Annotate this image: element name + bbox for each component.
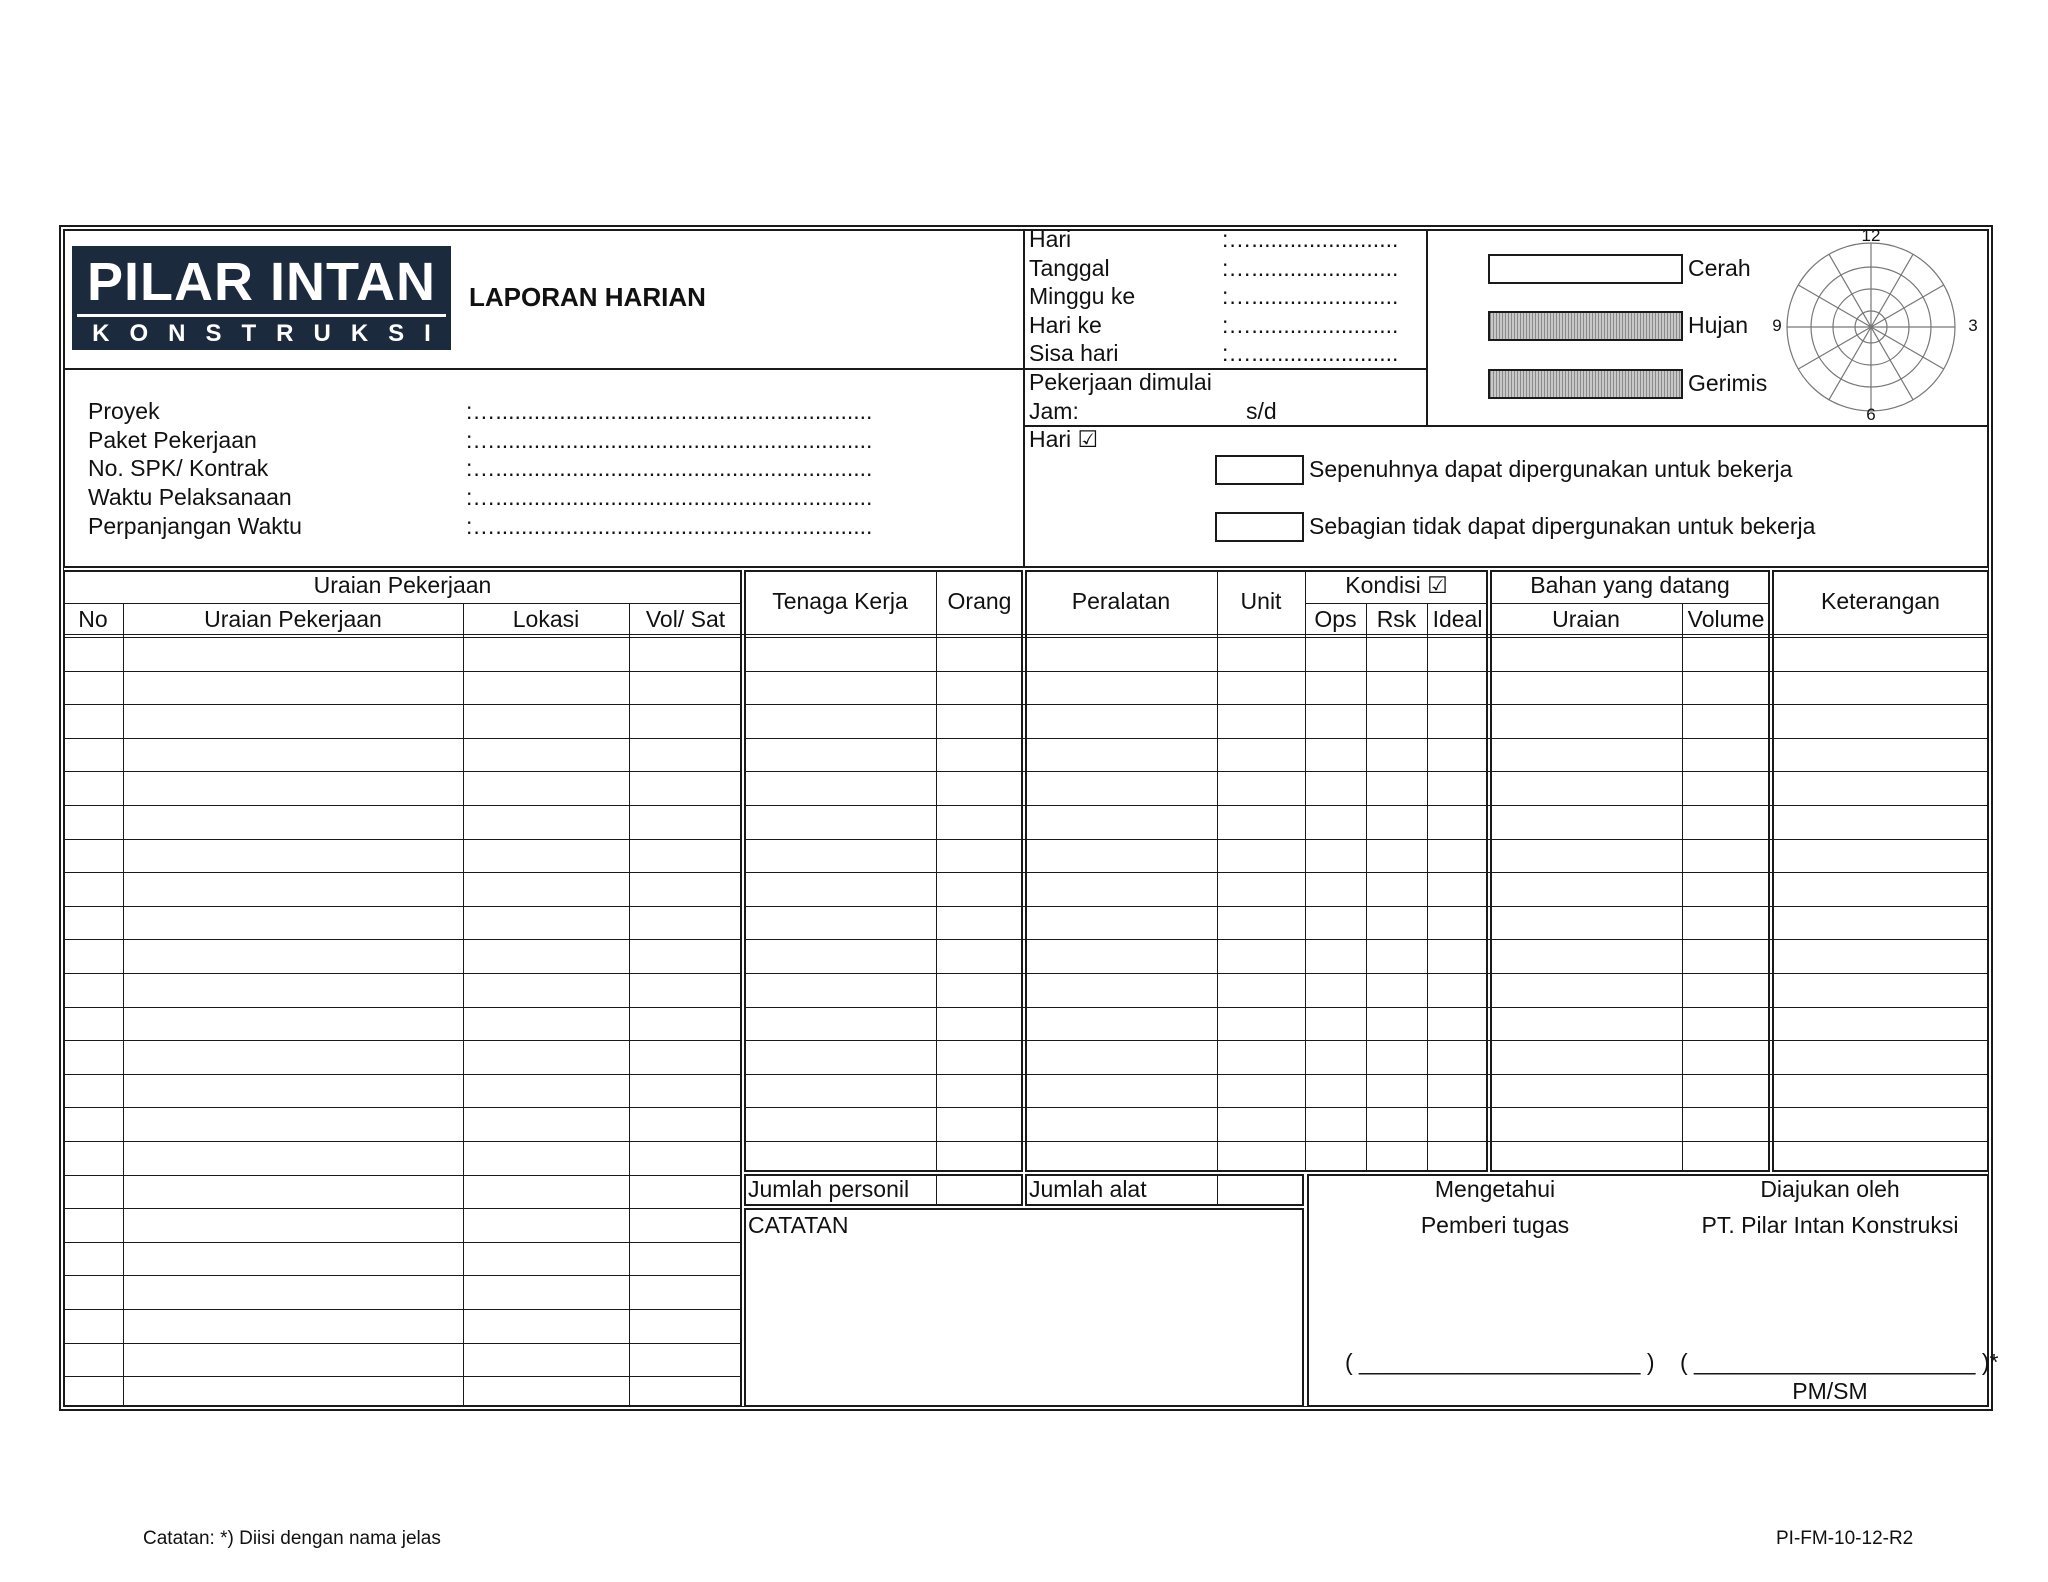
logo-main-text: PILAR INTAN — [87, 252, 436, 312]
table-row-line — [63, 872, 742, 873]
notes-label: CATATAN — [748, 1212, 849, 1238]
acknowledged-signature-line[interactable]: ( ______________________ ) — [1345, 1349, 1655, 1375]
table-row-line — [63, 1141, 742, 1142]
table-row-line — [63, 1242, 742, 1243]
table-column-line — [936, 570, 937, 1172]
clock-label-6: 6 — [1866, 405, 1876, 424]
table-row-line — [63, 1175, 742, 1176]
materials-table — [1490, 570, 1770, 1172]
table-row-line — [63, 1107, 742, 1108]
bahan-header-divider — [1490, 603, 1770, 604]
weather-sunny-label: Cerah — [1688, 255, 1751, 281]
day-value[interactable]: :…....................... — [1222, 226, 1399, 252]
labor-table — [744, 570, 1023, 1172]
table-row-line — [63, 805, 742, 806]
table-row-line — [63, 839, 742, 840]
remaining-days-label: Sisa hari — [1029, 340, 1119, 366]
clock-label-12: 12 — [1861, 226, 1881, 245]
weather-rain-box[interactable] — [1488, 311, 1683, 341]
table-row-line — [63, 1208, 742, 1209]
col-ideal-header: Ideal — [1432, 606, 1483, 632]
col-kondisi-header: Kondisi ☑ — [1345, 572, 1448, 598]
col-lokasi-header: Lokasi — [512, 606, 580, 632]
weather-drizzle-box[interactable] — [1488, 369, 1683, 399]
total-equipment-label: Jumlah alat — [1029, 1176, 1147, 1202]
col-volume-header: Volume — [1687, 606, 1765, 632]
col-vol-header: Vol/ Sat — [645, 606, 726, 632]
table-row-line — [63, 634, 1989, 635]
page-title: LAPORAN HARIAN — [469, 282, 706, 312]
work-header-divider — [63, 603, 742, 604]
remarks-table — [1772, 570, 1989, 1172]
extension-time-value[interactable]: :…........................................................... — [466, 513, 873, 539]
execution-time-label: Waktu Pelaksanaan — [88, 484, 292, 510]
work-start-label: Pekerjaan dimulai — [1029, 369, 1212, 395]
col-rsk-header: Rsk — [1376, 606, 1417, 632]
work-package-label: Paket Pekerjaan — [88, 427, 257, 453]
logo-sub-text: KONSTRUKSI — [92, 320, 451, 347]
work-package-value[interactable]: :…........................................................... — [466, 427, 873, 453]
equipment-table — [1025, 570, 1488, 1172]
table-row-line — [63, 939, 742, 940]
company-logo — [72, 246, 451, 350]
work-group-header: Uraian Pekerjaan — [313, 572, 492, 598]
table-row-line — [63, 671, 742, 672]
day-usage-label: Hari ☑ — [1029, 426, 1099, 452]
date-value[interactable]: :…....................... — [1222, 255, 1399, 281]
submitted-role: PT. Pilar Intan Konstruksi — [1701, 1212, 1959, 1238]
project-value[interactable]: :…........................................................... — [466, 398, 873, 424]
table-column-line — [1682, 603, 1683, 1172]
col-no-header: No — [78, 606, 108, 632]
full-day-checkbox[interactable] — [1215, 455, 1304, 485]
table-row-line — [63, 1343, 742, 1344]
table-row-line — [63, 1275, 742, 1276]
table-row-line — [63, 1074, 742, 1075]
week-value[interactable]: :…....................... — [1222, 283, 1399, 309]
col-tenaga-header: Tenaga Kerja — [772, 588, 908, 614]
project-label: Proyek — [88, 398, 160, 424]
acknowledged-role: Pemberi tugas — [1420, 1212, 1570, 1238]
extension-time-label: Perpanjangan Waktu — [88, 513, 302, 539]
table-column-line — [463, 603, 464, 1407]
table-row-line — [63, 1007, 742, 1008]
col-ops-header: Ops — [1314, 606, 1357, 632]
remaining-days-value[interactable]: :…....................... — [1222, 340, 1399, 366]
day-number-value[interactable]: :…....................... — [1222, 312, 1399, 338]
clock-label-3: 3 — [1968, 316, 1978, 335]
day-label: Hari — [1029, 226, 1072, 252]
table-row-line — [63, 906, 742, 907]
col-bahan-uraian-header: Uraian — [1552, 606, 1620, 632]
table-column-line — [1305, 570, 1306, 1172]
work-hours-until: s/d — [1246, 398, 1277, 424]
partial-day-checkbox[interactable] — [1215, 512, 1304, 542]
table-row-line — [63, 704, 742, 705]
table-row-line — [63, 1040, 742, 1041]
footer-note: Catatan: *) Diisi dengan nama jelas — [143, 1528, 441, 1549]
total-personnel-divider — [936, 1174, 937, 1206]
total-equipment-divider — [1217, 1174, 1218, 1206]
table-column-line — [1217, 570, 1218, 1172]
table-row-line — [63, 637, 742, 638]
work-hours-label: Jam: — [1029, 398, 1079, 424]
form-code: PI-FM-10-12-R2 — [1776, 1528, 1914, 1549]
contract-no-label: No. SPK/ Kontrak — [88, 455, 269, 481]
table-column-line — [1366, 603, 1367, 1172]
col-keterangan-header: Keterangan — [1821, 588, 1940, 614]
table-row-line — [63, 973, 742, 974]
table-row-line — [63, 1376, 742, 1377]
work-items-table — [63, 570, 742, 1407]
logo-divider — [77, 314, 446, 317]
clock-label-9: 9 — [1772, 316, 1782, 335]
table-column-line — [123, 603, 124, 1407]
total-personnel-label: Jumlah personil — [748, 1176, 910, 1202]
table-row-line — [63, 1309, 742, 1310]
col-uraian-header: Uraian Pekerjaan — [204, 606, 382, 632]
contract-no-value[interactable]: :…........................................................... — [466, 455, 873, 481]
week-label: Minggu ke — [1029, 283, 1136, 309]
weather-rain-label: Hujan — [1688, 312, 1749, 338]
col-orang-header: Orang — [947, 588, 1012, 614]
day-number-label: Hari ke — [1029, 312, 1102, 338]
weather-sunny-box[interactable] — [1488, 254, 1683, 284]
submitted-title: Diajukan oleh — [1760, 1176, 1900, 1202]
acknowledged-title: Mengetahui — [1434, 1176, 1556, 1202]
col-unit-header: Unit — [1240, 588, 1282, 614]
weather-drizzle-label: Gerimis — [1688, 370, 1768, 396]
partial-day-label: Sebagian tidak dapat dipergunakan untuk bekerja — [1309, 513, 1816, 539]
table-column-line — [1427, 603, 1428, 1172]
table-row-line — [63, 771, 742, 772]
submitted-position: PM/SM — [1792, 1378, 1868, 1404]
date-label: Tanggal — [1029, 255, 1110, 281]
execution-time-value[interactable]: :…........................................................... — [466, 484, 873, 510]
table-column-line — [629, 603, 630, 1407]
col-bahan-header: Bahan yang datang — [1530, 572, 1730, 598]
kondisi-header-divider — [1305, 603, 1488, 604]
submitted-signature-line[interactable]: ( ______________________ )* — [1680, 1349, 1999, 1375]
full-day-label: Sepenuhnya dapat dipergunakan untuk bekerja — [1309, 456, 1793, 482]
day-usage-box — [1023, 425, 1989, 568]
col-peralatan-header: Peralatan — [1071, 588, 1171, 614]
table-row-line — [63, 738, 742, 739]
weather-clock-dial[interactable] — [1786, 242, 1956, 412]
